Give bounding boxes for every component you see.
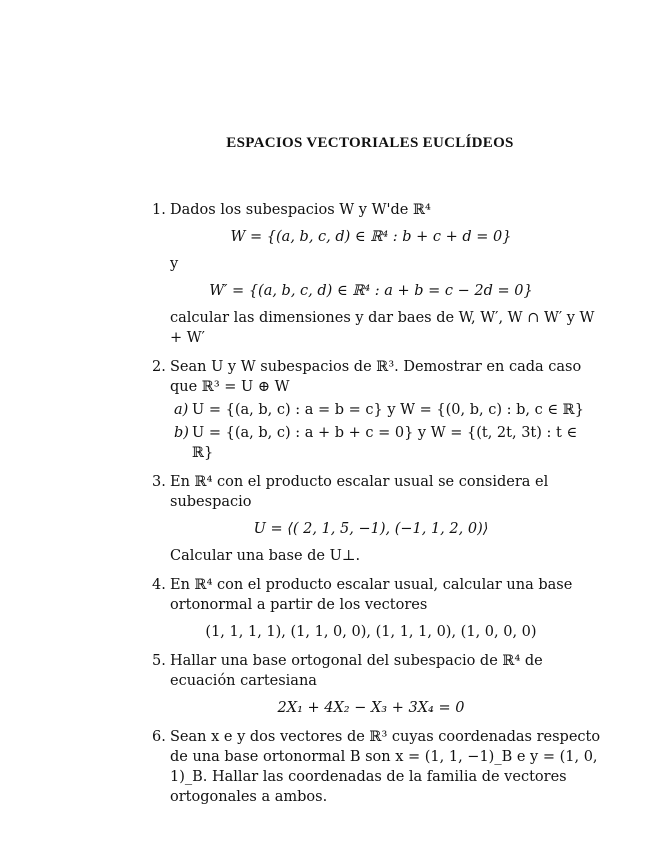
equation: U = ⟨( 2, 1, 5, −1), (−1, 1, 2, 0)⟩ bbox=[253, 521, 489, 537]
problem-text: Sean U y W subespacios de ℝ³. Demostrar en cada caso que ℝ³ = U ⊕ W bbox=[170, 359, 582, 395]
problem-2 bbox=[152, 357, 602, 463]
subproblem-label: a) bbox=[174, 402, 189, 418]
problem-text: calcular las dimensiones y dar baes de W, W′, W ∩ W′ y W + W′ bbox=[170, 310, 595, 346]
problem-1 bbox=[152, 200, 602, 348]
problem-6 bbox=[152, 727, 602, 807]
equation: W′ = {(a, b, c, d) ∈ ℝ⁴ : a + b = c − 2d = 0} bbox=[209, 283, 533, 299]
problem-text: Hallar una base ortogonal del subespacio de ℝ⁴ de ecuación cartesiana bbox=[170, 653, 543, 689]
problem-3 bbox=[152, 472, 602, 566]
equation: (1, 1, 1, 1), (1, 1, 0, 0), (1, 1, 1, 0), (1, 0, 0, 0) bbox=[205, 624, 537, 640]
problem-number: 5. bbox=[152, 653, 166, 669]
subproblem-a bbox=[170, 400, 602, 420]
problem-number: 6. bbox=[152, 729, 166, 745]
equation: W = {(a, b, c, d) ∈ ℝ⁴ : b + c + d = 0} bbox=[230, 229, 512, 245]
problem-number: 1. bbox=[152, 202, 166, 218]
equation: 2X₁ + 4X₂ − X₃ + 3X₄ = 0 bbox=[277, 700, 465, 716]
subproblem-label: b) bbox=[174, 425, 189, 441]
subproblem-text: U = {(a, b, c) : a = b = c} y W = {(0, b, c) : b, c ∈ ℝ} bbox=[192, 402, 584, 418]
problem-text: Calcular una base de U⊥. bbox=[170, 548, 361, 564]
problem-number: 3. bbox=[152, 474, 166, 490]
problem-4 bbox=[152, 575, 602, 642]
problem-text: y bbox=[170, 256, 179, 272]
problem-text: En ℝ⁴ con el producto escalar usual, calcular una base ortonormal a partir de los vectores bbox=[170, 577, 573, 613]
subproblem-text: U = {(a, b, c) : a + b + c = 0} y W = {(t, 2t, 3t) : t ∈ ℝ} bbox=[192, 425, 578, 461]
problem-number: 2. bbox=[152, 359, 166, 375]
problem-text: Dados los subespacios W y W'de ℝ⁴ bbox=[170, 202, 431, 218]
problem-text: En ℝ⁴ con el producto escalar usual se considera el subespacio bbox=[170, 474, 549, 510]
problem-list bbox=[152, 200, 602, 816]
subproblem-b bbox=[170, 423, 602, 463]
problem-number: 4. bbox=[152, 577, 166, 593]
problem-text: Sean x e y dos vectores de ℝ³ cuyas coordenadas respecto de una base ortonormal B son x = (1, 1, −1)_B e y = (1, 0, 1)_B. Hallar las coordenadas de la familia de vectores ortogonales a ambos. bbox=[170, 729, 601, 805]
problem-5 bbox=[152, 651, 602, 718]
page-title: ESPACIOS VECTORIALES EUCLÍDEOS bbox=[226, 135, 514, 151]
